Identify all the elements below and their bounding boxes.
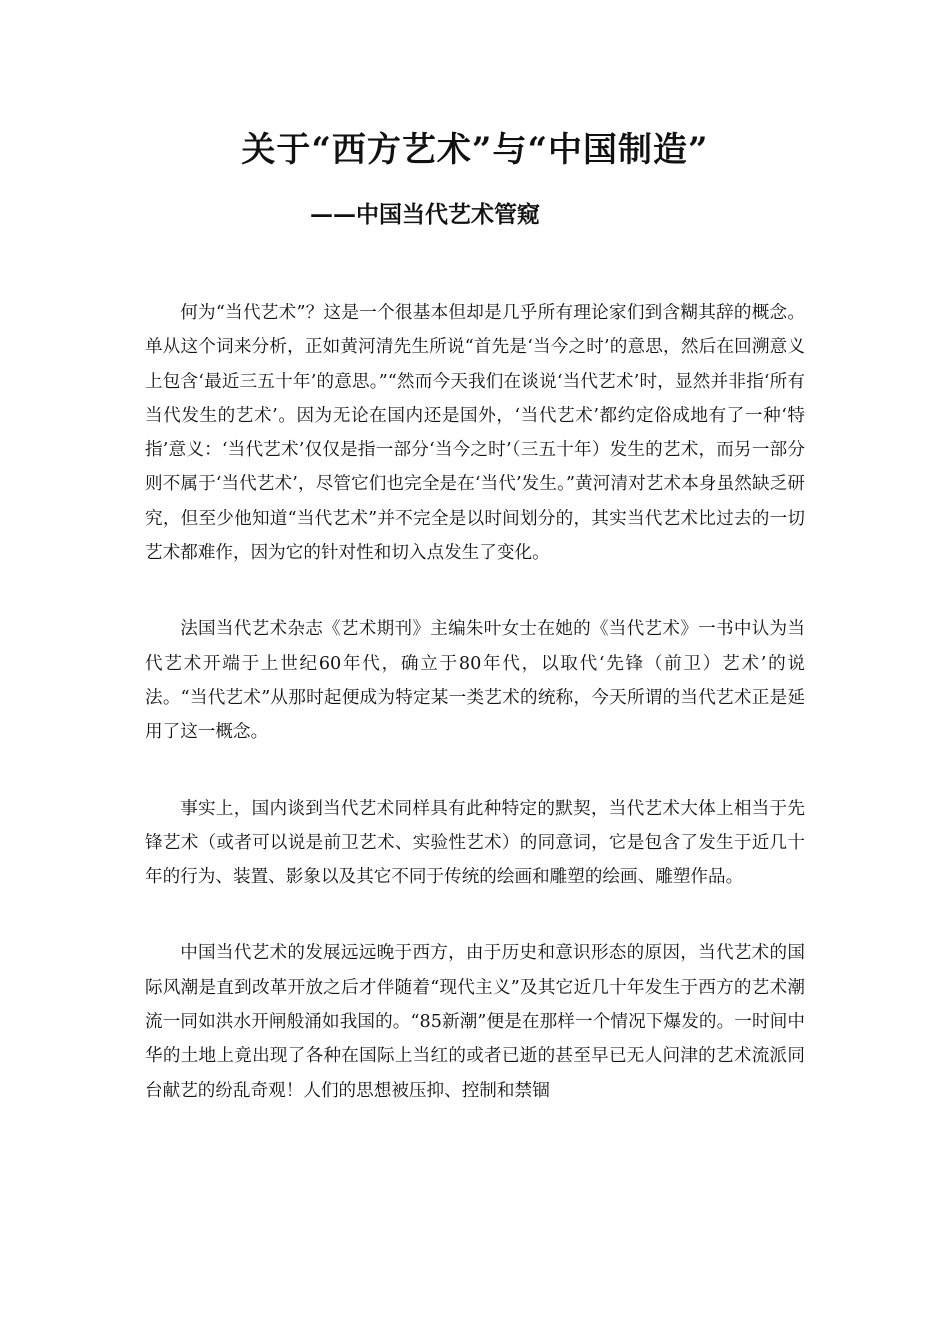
paragraph-1: 何为“当代艺术”？这是一个很基本但却是几乎所有理论家们到含糊其辞的概念。单从这个词来分析，正如黄河清先生所说“首先是‘当今之时’的意思，然后在回溯意义上包含‘最近三五十年’的意思。”“然而今天我们在谈说‘当代艺术’时，显然并非指‘所有当代发生的艺术’。因为无论在国内还是国外，‘当代艺术’都约定俗成地有了一种‘特指’意义：‘当代艺术’仅仅是指一部分‘当今之时’（三五十年）发生的艺术，而另一部分则不属于‘当代艺术’，尽管它们也完全是在‘当代’发生。”黄河清对艺术本身虽然缺乏研究，但至少他知道“当代艺术”并不完全是以时间划分的，其实当代艺术比过去的一切艺术都难作，因为它的针对性和切入点发生了变化。 — [145, 303, 805, 564]
document-subtitle: ——中国当代艺术管窥 — [310, 201, 540, 228]
document-title: 关于“西方艺术”与“中国制造” — [241, 130, 709, 170]
paragraph-4: 中国当代艺术的发展远远晚于西方，由于历史和意识形态的原因，当代艺术的国际风潮是直到改革开放之后才伴随着“现代主义”及其它近几十年发生于西方的艺术潮流一同如洪水开闸般涌如我国的。“85新潮”便是在那样一个情况下爆发的。一时间中华的土地上竟出现了各种在国际上当红的或者已逝的甚至早已无人问津的艺术流派同台献艺的纷乱奇观！人们的思想被压抑、控制和禁锢 — [145, 943, 805, 1101]
paragraph-2: 法国当代艺术杂志《艺术期刊》主编朱叶女士在她的《当代艺术》一书中认为当代艺术开端于上世纪60年代，确立于80年代，以取代‘先锋（前卫）艺术’的说法。“当代艺术”从那时起便成为特定某一类艺术的统称，今天所谓的当代艺术正是延用了这一概念。 — [145, 619, 805, 743]
paragraph-3: 事实上，国内谈到当代艺术同样具有此种特定的默契，当代艺术大体上相当于先锋艺术（或者可以说是前卫艺术、实验性艺术）的同意词，它是包含了发生于近几十年的行为、装置、影象以及其它不同于传统的绘画和雕塑的绘画、雕塑作品。 — [145, 798, 805, 888]
document-body — [145, 296, 805, 1150]
